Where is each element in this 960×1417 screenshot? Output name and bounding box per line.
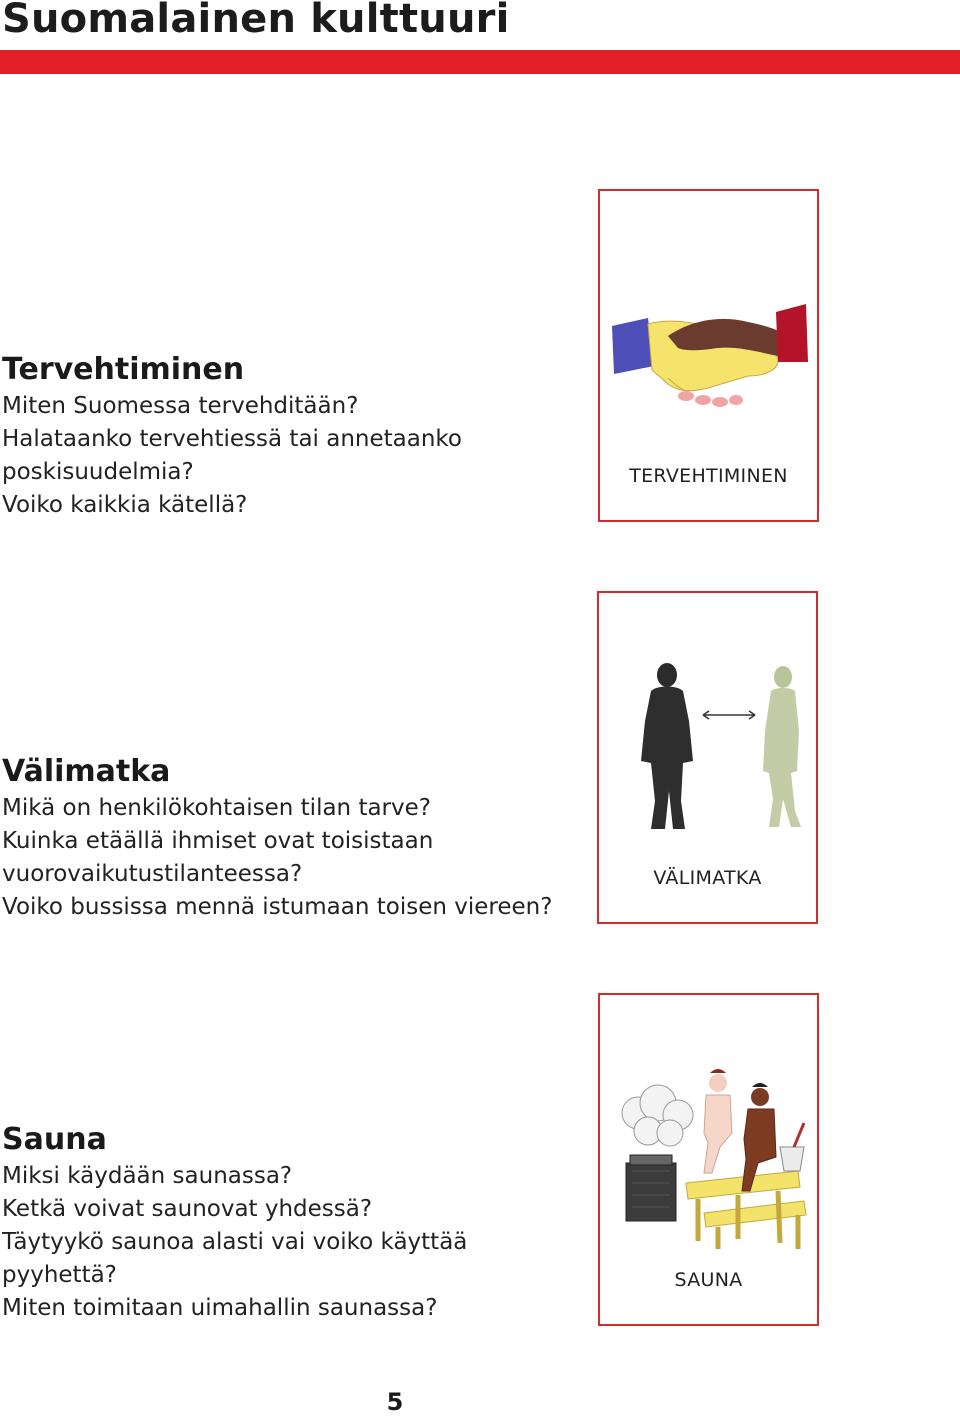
handshake-icon [608,296,808,456]
card-valimatka [597,591,818,924]
section-line: vuorovaikutustilanteessa? [2,861,303,887]
section-line: Kuinka etäällä ihmiset ovat toisistaan [2,828,434,854]
title-accent-bar [0,50,960,74]
section-tervehtiminen [2,352,562,522]
card-label: SAUNA [674,1269,743,1291]
section-sauna [2,1122,562,1325]
section-line: Ketkä voivat saunovat yhdessä? [2,1196,373,1222]
section-line: Miten toimitaan uimahallin saunassa? [2,1295,438,1321]
section-heading: Sauna [2,1122,107,1157]
page-title: Suomalainen kulttuuri [2,0,510,42]
section-line: Miksi käydään saunassa? [2,1163,293,1189]
personal-distance-icon [607,661,807,841]
section-line: Mikä on henkilökohtaisen tilan tarve? [2,795,431,821]
section-line: Halataanko tervehtiessä tai annetaanko [2,426,462,452]
section-heading: Tervehtiminen [2,352,245,387]
section-line: Voiko kaikkia kätellä? [2,492,248,518]
section-line: pyyhettä? [2,1262,117,1288]
section-line: poskisuudelmia? [2,459,194,485]
card-label: VÄLIMATKA [653,867,762,889]
section-heading: Välimatka [2,754,171,789]
section-line: Miten Suomessa tervehditään? [2,393,359,419]
sauna-icon [608,1063,808,1253]
card-label: TERVEHTIMINEN [629,465,788,487]
section-line: Täytyykö saunoa alasti vai voiko käyttää [2,1229,468,1255]
card-sauna [598,993,819,1326]
section-line: Voiko bussissa mennä istumaan toisen viereen? [2,894,553,920]
page-number: 5 [386,1388,404,1416]
section-valimatka [2,754,562,924]
card-tervehtiminen [598,189,819,522]
